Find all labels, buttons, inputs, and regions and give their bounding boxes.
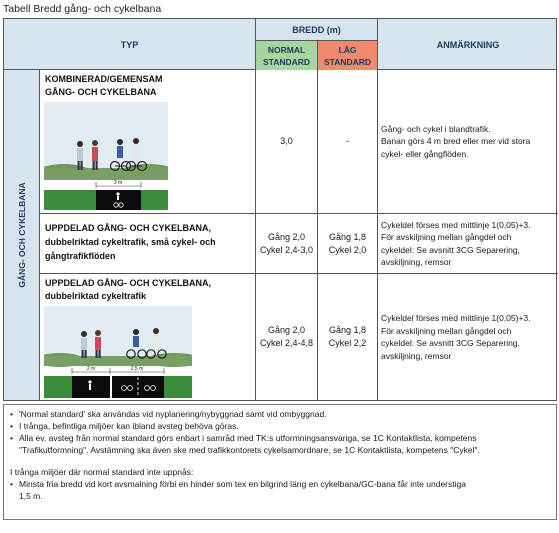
- lag-line: Gång 1,8: [328, 231, 367, 242]
- combined-path-illustration: [44, 102, 168, 210]
- table-row-kombinerad: [40, 70, 558, 214]
- cell-lag: [318, 274, 378, 400]
- cell-typ: [40, 214, 256, 273]
- cell-anmarkning: [378, 214, 558, 273]
- header-lag-line1: LÅG: [338, 44, 357, 55]
- notes-box: [3, 404, 557, 520]
- cell-typ: [40, 274, 256, 400]
- cell-normal: [256, 214, 318, 273]
- dimension-label: 3 m: [113, 180, 123, 186]
- note-item: [10, 478, 550, 502]
- table-header: [4, 19, 556, 70]
- cell-anmarkning: [378, 70, 558, 213]
- table-row-uppdelad: [40, 274, 558, 400]
- row-title-line2: dubbelriktad cykeltrafik: [45, 291, 147, 301]
- cell-lag: [318, 214, 378, 273]
- table-body: [4, 70, 556, 400]
- cell-typ: [40, 70, 256, 213]
- anm-line: cykel- eller gångflöden.: [381, 148, 469, 159]
- lag-line: Gång 1,8: [328, 325, 367, 335]
- side-category: [4, 70, 40, 400]
- note-item: [10, 432, 550, 456]
- anm-line: För avskiljning mellan gångdel och: [381, 232, 512, 242]
- normal-line: Gång 2,0: [267, 231, 306, 242]
- anm-line: avskiljning, remsor: [381, 257, 452, 267]
- note-line: • Alla ev. avsteg från normal standard görs enbart i samråd med TK:s utformningsansvariga, se 1C Kontaktlista, kompetens: [19, 433, 477, 443]
- normal-line: Cykel 2,4-3,0: [259, 244, 314, 255]
- header-lag-line2: STANDARD: [323, 56, 372, 67]
- normal-line: Gång 2,0: [267, 325, 306, 335]
- table-row-uppdelad-sma-floden: [40, 214, 558, 274]
- anm-line: Banan görs 4 m bred eller mer vid stora: [381, 136, 531, 147]
- note-paragraph: I trånga miljöer där normal standard inte uppnås:: [10, 467, 194, 477]
- note-line: • Minsta fria bredd vid kort avsmalning förbi en hinder som tex en bilgrind läng en cykelbana/GC-bana får inte understiga: [19, 479, 466, 489]
- normal-line: Cykel 2,4-4,8: [259, 338, 314, 348]
- row-title-line2: dubbelriktad cykeltrafik, små cykel- och: [45, 237, 216, 247]
- anm-line: Cykeldel förses med mittlinje 1(0,05)+3.: [381, 313, 531, 323]
- anm-line: cykeldel: Se avsnitt 3CG Separering,: [381, 338, 520, 348]
- dimension-label-a: 2 m: [86, 366, 96, 372]
- header-typ: TYP: [4, 19, 256, 70]
- side-category-label: GÅNG- OCH CYKELBANA: [17, 182, 27, 288]
- table-caption: Tabell Bredd gång- och cykelbana: [3, 3, 162, 15]
- cell-normal: [256, 274, 318, 400]
- anm-line: avskiljning, remsor: [381, 350, 452, 361]
- dimension-label-b: 2,5 m: [130, 366, 144, 372]
- header-normal-line2: STANDARD: [262, 56, 311, 67]
- header-bredd: BREDD (m): [256, 19, 378, 41]
- header-normal-standard: [256, 41, 318, 70]
- lag-line: Cykel 2,0: [328, 244, 367, 255]
- cell-lag: -: [318, 70, 378, 213]
- anm-line: cykeldel: Se avsnitt 3CG Separering,: [381, 244, 520, 255]
- row-title-line1: UPPDELAD GÅNG- OCH CYKELBANA,: [45, 223, 212, 233]
- anm-line: För avskiljning mellan gångdel och: [381, 325, 512, 336]
- row-title-line2: GÅNG- OCH CYKELBANA: [45, 87, 157, 97]
- lag-line: Cykel 2,2: [328, 338, 367, 348]
- note-line: "Trafikutformning". Avstämning ska även ske med trafikkontorets cykelsamordnare, se 1C Kontaktlista, kompetens "Cykel".: [19, 445, 480, 455]
- header-normal-line1: NORMAL: [267, 44, 306, 55]
- note-line: 1,5 m.: [19, 491, 43, 501]
- row-title-line3: gångtrafikflöden: [45, 251, 116, 261]
- row-title-line1: KOMBINERAD/GEMENSAM: [45, 74, 163, 84]
- note-item: • I trånga, befintliga miljöer kan ibland avsteg behöva göras.: [10, 420, 550, 432]
- header-lag-standard: [318, 41, 378, 70]
- cell-normal: 3,0: [256, 70, 318, 213]
- anm-line: Cykeldel förses med mittlinje 1(0,05)+3.: [381, 219, 531, 230]
- row-title-line1: UPPDELAD GÅNG- OCH CYKELBANA,: [45, 278, 212, 288]
- cell-anmarkning: [378, 274, 558, 400]
- header-anmarkning: ANMÄRKNING: [436, 39, 500, 50]
- anm-line: Gång- och cykel i blandtrafik.: [381, 123, 491, 134]
- note-item: • 'Normal standard' ska användas vid nyplanering/nybyggnad samt vid ombyggnad.: [10, 408, 550, 420]
- width-table: [3, 18, 557, 401]
- separated-path-illustration: [44, 306, 192, 398]
